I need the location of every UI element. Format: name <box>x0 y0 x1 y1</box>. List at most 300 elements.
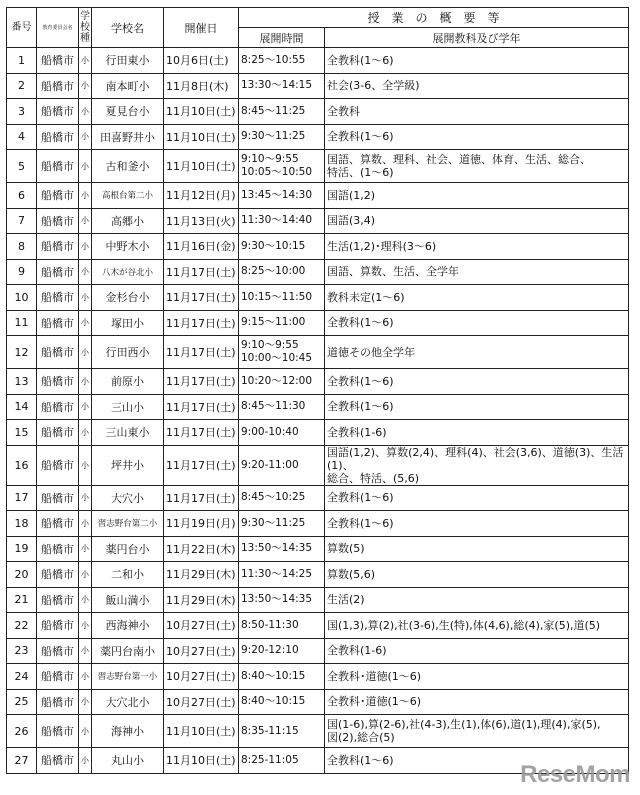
subjects-grades-text: 全教科(1～6) <box>327 316 394 330</box>
event-date-text: 11月19日(月) <box>166 517 236 531</box>
subjects-grades <box>325 124 629 150</box>
lesson-time <box>239 587 325 613</box>
school-type <box>79 73 92 99</box>
subjects-grades-text: 教科未定(1～6) <box>327 290 405 304</box>
board-name-text: 船橋市 <box>41 214 74 228</box>
row-number <box>7 336 37 369</box>
board-name-text: 船橋市 <box>41 265 74 279</box>
lesson-time <box>239 150 325 183</box>
school-type <box>79 369 92 395</box>
school-name <box>92 48 164 74</box>
table-row <box>7 234 629 260</box>
subjects-grades <box>325 511 629 537</box>
school-name <box>92 150 164 183</box>
board-name-text: 船橋市 <box>41 240 74 254</box>
lesson-time <box>239 394 325 420</box>
subjects-grades <box>325 689 629 715</box>
lesson-time-text: 8:25～10:55 <box>241 53 306 66</box>
board-name <box>37 485 79 511</box>
school-type-text: 小 <box>81 81 89 91</box>
subjects-grades <box>325 587 629 613</box>
subjects-grades <box>325 234 629 260</box>
subjects-grades-text: 特活、(1～6) <box>327 166 394 179</box>
lesson-time-text: 10:20～12:00 <box>241 374 313 387</box>
subjects-grades-text: 国(1-6),算(2-6),社(4-3),生(1),体(6),道(1),理(4),家(5), <box>327 718 601 731</box>
school-name-text: 夏見台小 <box>105 105 150 119</box>
board-name <box>37 150 79 183</box>
school-type <box>79 485 92 511</box>
board-name-text: 船橋市 <box>41 459 74 472</box>
lesson-time-text: 13:50～14:35 <box>241 542 313 555</box>
school-name <box>92 485 164 511</box>
table-row <box>7 369 629 395</box>
board-name-text: 船橋市 <box>41 426 74 440</box>
subjects-grades <box>325 715 629 748</box>
row-number <box>7 511 37 537</box>
table-row <box>7 445 629 485</box>
lesson-time-text: 8:45～11:25 <box>241 104 306 117</box>
event-date <box>164 208 239 234</box>
table-row <box>7 310 629 336</box>
school-name-text: 習志野台第二小 <box>97 519 158 530</box>
school-name-text: 古和釜小 <box>105 160 150 173</box>
event-date <box>164 48 239 74</box>
school-name <box>92 310 164 336</box>
subjects-grades <box>325 485 629 511</box>
row-number-text: 2 <box>18 79 25 93</box>
subjects-grades-text: 図(2),総合(5) <box>327 731 395 744</box>
lesson-time-text: 9:20-12:10 <box>241 644 299 657</box>
row-number-text: 12 <box>14 345 29 359</box>
subjects-grades <box>325 638 629 664</box>
school-name-text: 高郷小 <box>111 214 144 228</box>
school-type <box>79 48 92 74</box>
board-name <box>37 285 79 311</box>
row-number-text: 16 <box>14 458 29 472</box>
event-date-text: 10月27日(土) <box>166 619 236 633</box>
event-date-text: 11月17日(土) <box>166 291 236 305</box>
row-number-text: 14 <box>14 400 29 414</box>
board-name <box>37 259 79 285</box>
board-name-text: 船橋市 <box>41 400 74 414</box>
school-type-text: 小 <box>81 292 89 302</box>
board-name-text: 船橋市 <box>41 542 74 556</box>
event-date-text: 11月17日(土) <box>166 265 236 279</box>
school-type-text: 小 <box>81 697 89 707</box>
board-name-text: 船橋市 <box>41 160 74 173</box>
lesson-time-text: 13:30～14:15 <box>241 79 313 92</box>
board-name <box>37 73 79 99</box>
board-name-text: 船橋市 <box>41 189 74 203</box>
school-type-text: 小 <box>81 755 89 765</box>
school-name <box>92 369 164 395</box>
row-number <box>7 99 37 125</box>
subjects-grades-text: 国語(1,2)、算数(2,4)、理科(4)、社会(3,6)、道徳(3)、生活(1)、 <box>327 445 624 472</box>
school-type-text: 小 <box>81 267 89 277</box>
row-number <box>7 613 37 639</box>
school-name-text: 西海神小 <box>105 619 150 633</box>
school-name-text: 金杉台小 <box>105 291 150 305</box>
lesson-time <box>239 485 325 511</box>
row-number-text: 22 <box>14 618 29 632</box>
event-date <box>164 511 239 537</box>
row-number-text: 8 <box>18 239 25 253</box>
school-name <box>92 208 164 234</box>
lesson-time <box>239 99 325 125</box>
lesson-time-text: 8:45～11:30 <box>241 400 306 413</box>
school-type-text: 小 <box>81 595 89 605</box>
event-date-text: 11月17日(土) <box>166 346 236 359</box>
board-name-text: 船橋市 <box>41 517 74 531</box>
event-date <box>164 394 239 420</box>
row-number <box>7 748 37 774</box>
event-date <box>164 310 239 336</box>
school-name <box>92 99 164 125</box>
lesson-time-text: 9:30～11:25 <box>241 130 306 143</box>
subjects-grades-text: 国語、算数、生活、全学年 <box>327 265 459 279</box>
row-number-text: 7 <box>18 214 25 228</box>
row-number <box>7 150 37 183</box>
event-date-text: 11月10日(土) <box>166 160 236 173</box>
school-type <box>79 445 92 485</box>
school-name-text: 三山東小 <box>105 426 150 440</box>
subjects-grades-text: 全教科(1～6) <box>327 753 394 767</box>
school-name <box>92 638 164 664</box>
event-date-text: 11月10日(土) <box>166 754 236 768</box>
lesson-time <box>239 124 325 150</box>
board-name-text: 船橋市 <box>41 346 74 359</box>
board-name <box>37 124 79 150</box>
subjects-grades-text: 全教科(1-6) <box>327 425 387 439</box>
school-name <box>92 511 164 537</box>
school-type-text: 小 <box>81 402 89 412</box>
subjects-grades <box>325 208 629 234</box>
subjects-grades <box>325 183 629 209</box>
board-name <box>37 613 79 639</box>
row-number-text: 24 <box>14 669 29 683</box>
table-row <box>7 587 629 613</box>
board-name-text: 船橋市 <box>41 619 74 633</box>
school-name <box>92 562 164 588</box>
school-name-text: 丸山小 <box>111 754 144 768</box>
school-name <box>92 536 164 562</box>
board-name <box>37 638 79 664</box>
school-name-text: 二和小 <box>111 568 144 582</box>
event-date <box>164 259 239 285</box>
row-number <box>7 562 37 588</box>
row-number-text: 9 <box>18 265 25 279</box>
lesson-time <box>239 48 325 74</box>
lesson-time-text: 13:50～14:35 <box>241 593 313 606</box>
subjects-grades <box>325 150 629 183</box>
row-number <box>7 536 37 562</box>
school-name <box>92 259 164 285</box>
row-number <box>7 48 37 74</box>
board-name-text: 船橋市 <box>41 375 74 389</box>
lesson-time <box>239 536 325 562</box>
lesson-time-text: 9:30～10:15 <box>241 239 306 252</box>
row-number-text: 25 <box>14 695 29 709</box>
lesson-time <box>239 310 325 336</box>
board-name <box>37 689 79 715</box>
board-name <box>37 99 79 125</box>
subjects-grades-text: 算数(5) <box>327 542 365 556</box>
event-date-text: 10月27日(土) <box>166 644 236 658</box>
board-name <box>37 310 79 336</box>
school-type <box>79 689 92 715</box>
event-date <box>164 150 239 183</box>
header-subjects: 展開教科及び学年 <box>325 28 629 48</box>
lesson-time-text: 10:00～10:45 <box>241 352 313 364</box>
board-name-text: 船橋市 <box>41 491 74 505</box>
event-date <box>164 285 239 311</box>
row-number-text: 5 <box>18 159 25 173</box>
school-name-text: 高根台第二小 <box>101 191 153 202</box>
lesson-time-text: 9:00-10:40 <box>241 425 299 438</box>
school-name <box>92 124 164 150</box>
school-type <box>79 310 92 336</box>
school-name-text: 大穴北小 <box>105 695 150 709</box>
school-type <box>79 234 92 260</box>
school-name-text: 行田東小 <box>105 54 150 68</box>
schedule-table <box>6 7 629 774</box>
school-type-text: 小 <box>81 518 89 528</box>
school-name <box>92 664 164 690</box>
event-date-text: 11月22日(木) <box>166 542 236 556</box>
lesson-time <box>239 73 325 99</box>
header-date: 開催日 <box>164 8 239 48</box>
subjects-grades <box>325 99 629 125</box>
school-name <box>92 394 164 420</box>
subjects-grades-text: 全教科(1～6) <box>327 53 394 67</box>
header-board: 教育委員会名 <box>37 8 79 48</box>
table-row <box>7 664 629 690</box>
table-row <box>7 689 629 715</box>
subjects-grades-text: 全教科(1～6) <box>327 130 394 144</box>
school-name <box>92 420 164 446</box>
board-name <box>37 420 79 446</box>
table-row <box>7 285 629 311</box>
school-name-text: 塚田小 <box>111 316 144 330</box>
event-date <box>164 485 239 511</box>
row-number <box>7 587 37 613</box>
school-name-text: 三山小 <box>111 400 144 414</box>
event-date <box>164 336 239 369</box>
lesson-time <box>239 689 325 715</box>
school-type <box>79 420 92 446</box>
board-name <box>37 208 79 234</box>
event-date-text: 11月17日(土) <box>166 316 236 330</box>
school-type <box>79 536 92 562</box>
lesson-time-text: 9:30～11:25 <box>241 516 306 529</box>
subjects-grades-text: 全教科(1～6) <box>327 491 394 505</box>
event-date-text: 11月13日(火) <box>166 214 236 228</box>
table-row <box>7 485 629 511</box>
table-row <box>7 183 629 209</box>
school-type <box>79 336 92 369</box>
subjects-grades-text: 国語(3,4) <box>327 214 376 228</box>
table-row <box>7 420 629 446</box>
row-number-text: 18 <box>14 516 29 530</box>
lesson-time <box>239 511 325 537</box>
resemom-watermark-logo: ReseMom <box>520 761 630 788</box>
row-number-text: 15 <box>14 425 29 439</box>
lesson-time-text: 9:20-11:00 <box>241 458 299 471</box>
school-name <box>92 445 164 485</box>
school-type <box>79 638 92 664</box>
subjects-grades-text: 全教科 <box>327 104 360 118</box>
subjects-grades <box>325 336 629 369</box>
school-type-text: 小 <box>81 460 89 470</box>
board-name-text: 船橋市 <box>41 316 74 330</box>
board-name-text: 船橋市 <box>41 754 74 768</box>
event-date-text: 11月10日(土) <box>166 105 236 119</box>
subjects-grades <box>325 369 629 395</box>
school-type <box>79 394 92 420</box>
school-type <box>79 664 92 690</box>
lesson-time <box>239 259 325 285</box>
subjects-grades-text: 生活(2) <box>327 593 365 607</box>
row-number-text: 21 <box>14 593 29 607</box>
school-type-text: 小 <box>81 241 89 251</box>
subjects-grades-text: 全教科(1～6) <box>327 374 394 388</box>
school-type-text: 小 <box>81 216 89 226</box>
board-name <box>37 183 79 209</box>
lesson-time <box>239 336 325 369</box>
event-date <box>164 613 239 639</box>
event-date-text: 10月6日(土) <box>166 54 229 68</box>
event-date-text: 11月16日(金) <box>166 240 236 254</box>
school-name-text: 薬円台小 <box>105 542 150 556</box>
event-date-text: 10月27日(土) <box>166 670 236 684</box>
lesson-time-text: 8:45～10:25 <box>241 491 306 504</box>
school-name-text: 前原小 <box>111 375 144 389</box>
event-date-text: 11月17日(土) <box>166 400 236 414</box>
school-type <box>79 562 92 588</box>
event-date-text: 11月29日(木) <box>166 568 236 582</box>
lesson-time-text: 13:45～14:30 <box>241 188 313 201</box>
board-name <box>37 715 79 748</box>
subjects-grades <box>325 310 629 336</box>
school-name-text: 海神小 <box>111 725 144 738</box>
school-name <box>92 587 164 613</box>
school-type-text: 小 <box>81 726 89 736</box>
subjects-grades-text: 生活(1,2)･理科(3～6) <box>327 239 437 253</box>
school-type-text: 小 <box>81 347 89 357</box>
school-name-text: 田喜野井小 <box>100 130 155 144</box>
board-name <box>37 48 79 74</box>
event-date-text: 11月8日(木) <box>166 79 229 93</box>
school-type-text: 小 <box>81 190 89 200</box>
table-row <box>7 536 629 562</box>
school-name <box>92 285 164 311</box>
row-number <box>7 445 37 485</box>
subjects-grades <box>325 613 629 639</box>
school-name-text: 飯山満小 <box>105 593 150 607</box>
subjects-grades <box>325 259 629 285</box>
school-type-text: 小 <box>81 376 89 386</box>
school-type <box>79 99 92 125</box>
school-name-text: 薬円台南小 <box>100 644 155 658</box>
school-name-text: 坪井小 <box>111 459 144 472</box>
event-date <box>164 369 239 395</box>
lesson-time-text: 11:30～14:25 <box>241 567 313 580</box>
school-name <box>92 748 164 774</box>
school-name <box>92 73 164 99</box>
row-number-text: 20 <box>14 567 29 581</box>
board-name-text: 船橋市 <box>41 54 74 68</box>
row-number-text: 19 <box>14 542 29 556</box>
subjects-grades-text: 全教科･道徳(1～6) <box>327 695 422 709</box>
board-name-text: 船橋市 <box>41 105 74 119</box>
subjects-grades-text: 国語、算数、理科、社会、道徳、体育、生活、総合、 <box>327 153 591 166</box>
lesson-time-text: 9:10～9:55 <box>241 339 299 351</box>
school-type-text: 小 <box>81 544 89 554</box>
school-type <box>79 259 92 285</box>
row-number-text: 17 <box>14 491 29 505</box>
board-name-text: 船橋市 <box>41 725 74 738</box>
event-date <box>164 715 239 748</box>
event-date <box>164 587 239 613</box>
lesson-time-text: 9:10～9:55 <box>241 153 299 165</box>
school-type-text: 小 <box>81 493 89 503</box>
row-number-text: 4 <box>18 130 25 144</box>
board-name <box>37 234 79 260</box>
row-number <box>7 638 37 664</box>
row-number <box>7 73 37 99</box>
row-number-text: 6 <box>18 188 25 202</box>
event-date-text: 11月12日(月) <box>166 189 236 203</box>
row-number <box>7 485 37 511</box>
school-type <box>79 285 92 311</box>
event-date <box>164 748 239 774</box>
row-number <box>7 124 37 150</box>
school-name <box>92 689 164 715</box>
subjects-grades-text: 全教科(1-6) <box>327 644 387 658</box>
row-number <box>7 420 37 446</box>
school-name-text: 南本町小 <box>105 79 150 93</box>
subjects-grades <box>325 562 629 588</box>
board-name <box>37 336 79 369</box>
event-date-text: 11月10日(土) <box>166 130 236 144</box>
board-name-text: 船橋市 <box>41 670 74 684</box>
event-date-text: 11月17日(土) <box>166 375 236 389</box>
table-row <box>7 562 629 588</box>
table-row <box>7 638 629 664</box>
board-name-text: 船橋市 <box>41 644 74 658</box>
table-row <box>7 336 629 369</box>
subjects-grades <box>325 73 629 99</box>
school-type <box>79 208 92 234</box>
event-date-text: 11月17日(土) <box>166 491 236 505</box>
lesson-time-text: 11:30～14:40 <box>241 214 313 227</box>
event-date <box>164 124 239 150</box>
table-row <box>7 124 629 150</box>
subjects-grades <box>325 48 629 74</box>
event-date <box>164 73 239 99</box>
school-type-text: 小 <box>81 318 89 328</box>
event-date <box>164 445 239 485</box>
lesson-time <box>239 369 325 395</box>
board-name <box>37 369 79 395</box>
school-name-text: 八木が谷北小 <box>101 267 153 278</box>
board-name <box>37 536 79 562</box>
event-date <box>164 420 239 446</box>
table-row <box>7 511 629 537</box>
row-number <box>7 715 37 748</box>
school-name <box>92 715 164 748</box>
school-type-text: 小 <box>81 620 89 630</box>
